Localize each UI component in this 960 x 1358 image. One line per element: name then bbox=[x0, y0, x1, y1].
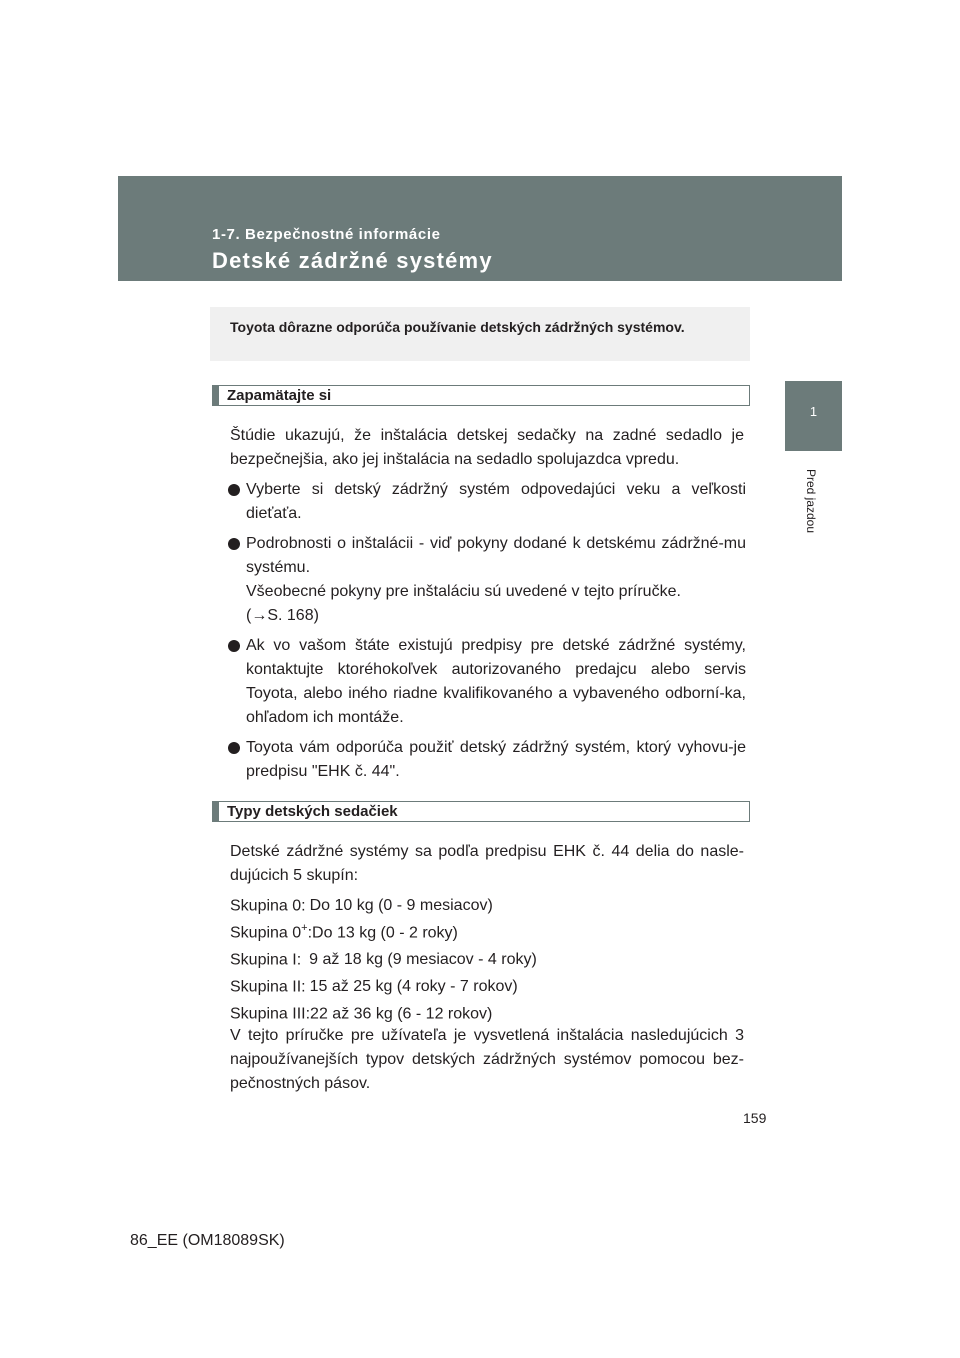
intro-text: Toyota dôrazne odporúča používanie detských zádržných systémov. bbox=[230, 319, 685, 335]
seat-types-closing: V tejto príručke pre užívateľa je vysvetlená inštalácia nasledujúcich 3 najpoužívanejších typov detských zádržných systémov pomocou bez-pečnostných pásov. bbox=[230, 1027, 744, 1092]
group-desc: 9 až 18 kg (9 mesiacov - 4 roky) bbox=[309, 951, 537, 969]
group-desc: 15 až 25 kg (4 roky - 7 rokov) bbox=[309, 978, 518, 996]
group-label-sup: + bbox=[301, 922, 308, 934]
group-row bbox=[230, 916, 458, 945]
heading-bar bbox=[213, 802, 219, 821]
page-number: 159 bbox=[743, 1110, 767, 1126]
bullet-item bbox=[228, 634, 746, 730]
page-reference: (→S. 168) bbox=[246, 607, 319, 624]
bullet-dot-icon bbox=[228, 640, 240, 652]
section-heading-remember bbox=[212, 385, 750, 406]
group-label: Skupina II: bbox=[230, 978, 306, 996]
bullet-item bbox=[228, 736, 746, 784]
heading-label: Typy detských sedačiek bbox=[227, 803, 398, 820]
group-label: Skupina I: bbox=[230, 951, 302, 969]
group-label: Skupina 0 bbox=[230, 924, 302, 942]
bullet-dot-icon bbox=[228, 484, 240, 496]
bullet-item bbox=[228, 532, 746, 628]
bullet-text: Vyberte si detský zádržný systém odpovedajúci veku a veľkosti dieťaťa. bbox=[246, 481, 746, 522]
group-label: Skupina III: bbox=[230, 1005, 311, 1023]
group-desc: 22 až 36 kg (6 - 12 rokov) bbox=[310, 1005, 493, 1023]
group-row bbox=[230, 943, 537, 972]
page-title: Detské zádržné systémy bbox=[212, 248, 493, 273]
group-row bbox=[230, 997, 492, 1026]
bullet-text-line: Všeobecné pokyny pre inštaláciu sú uvedené v tejto príručke. bbox=[246, 583, 681, 600]
group-label: Skupina 0: bbox=[230, 897, 306, 915]
seat-types-intro: Detské zádržné systémy sa podľa predpisu EHK č. 44 delia do nasle-dujúcich 5 skupín: bbox=[230, 843, 744, 884]
bullet-text: Toyota vám odporúča použiť detský zádržný systém, ktorý vyhovu-je predpisu "EHK č. 44". bbox=[246, 739, 746, 780]
group-row bbox=[230, 889, 493, 918]
section-heading-seat-types bbox=[212, 801, 750, 822]
bullet-dot-icon bbox=[228, 538, 240, 550]
group-desc: :Do 13 kg (0 - 2 roky) bbox=[307, 924, 458, 942]
heading-bar bbox=[213, 386, 219, 405]
group-row bbox=[230, 970, 518, 999]
document-code: 86_EE (OM18089SK) bbox=[130, 1232, 285, 1249]
section-label: 1-7. Bezpečnostné informácie bbox=[212, 226, 441, 243]
bullet-text: Ak vo vašom štáte existujú predpisy pre detské zádržné systémy, kontaktujte ktoréhokoľvek autorizovaného predajcu alebo servis Toyota, alebo iného riadne kvalifikovaného a vybaveného odborní-ka, ohľadom ich montáže. bbox=[246, 637, 746, 726]
chapter-number: 1 bbox=[809, 404, 818, 419]
remember-paragraph: Štúdie ukazujú, že inštalácia detskej sedačky na zadné sedadlo je bezpečnejšia, ako jej inštalácia na sedadlo spolujazdca vpredu. bbox=[230, 427, 744, 468]
heading-label: Zapamätajte si bbox=[227, 387, 332, 404]
chapter-label: Pred jazdou bbox=[804, 468, 818, 534]
bullet-text: Podrobnosti o inštalácii - viď pokyny dodané k detskému zádržné-mu systému. bbox=[246, 535, 746, 576]
group-desc: Do 10 kg (0 - 9 mesiacov) bbox=[309, 897, 493, 915]
bullet-item bbox=[228, 478, 746, 526]
bullet-dot-icon bbox=[228, 742, 240, 754]
